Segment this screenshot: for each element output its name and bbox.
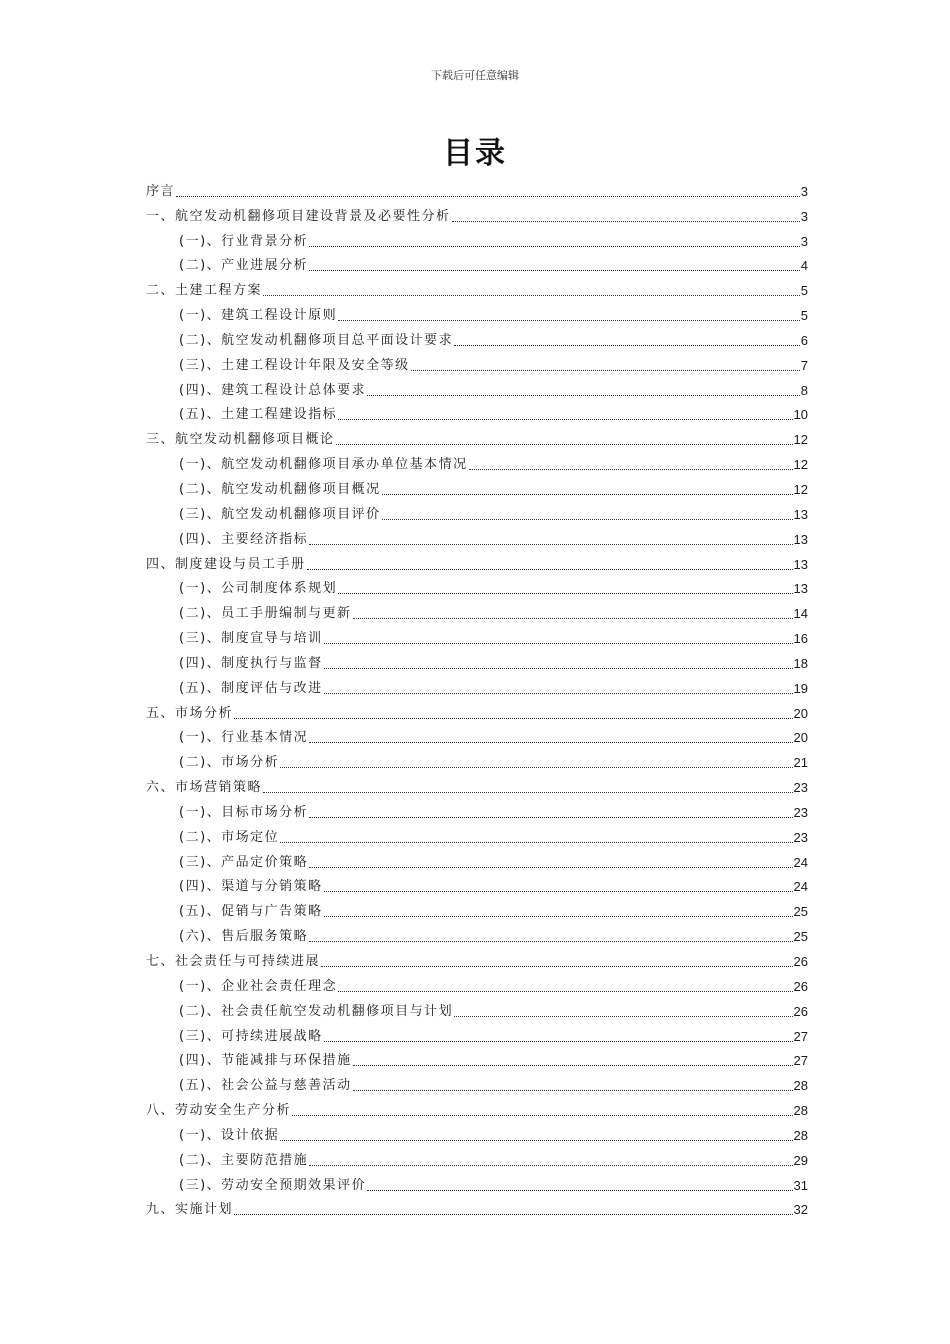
toc-entry-label: 八、劳动安全生产分析 xyxy=(146,1103,292,1119)
toc-entry-label: (一)、目标市场分析 xyxy=(179,804,309,820)
toc-dot-leader xyxy=(309,742,792,743)
toc-entry-page-number: 4 xyxy=(800,258,808,274)
toc-entry-label: (四)、主要经济指标 xyxy=(179,531,309,547)
toc-dot-leader xyxy=(338,419,792,420)
toc-dot-leader xyxy=(382,519,793,520)
toc-entry-page-number: 7 xyxy=(800,357,808,373)
toc-entry[interactable] xyxy=(146,970,808,995)
toc-entry-page-number: 28 xyxy=(793,1103,808,1119)
toc-entry-label: 九、实施计划 xyxy=(146,1202,234,1218)
toc-entry-label: 序言 xyxy=(146,183,176,199)
toc-entry-page-number: 27 xyxy=(793,1053,808,1069)
toc-entry-page-number: 13 xyxy=(793,506,808,522)
toc-dot-leader xyxy=(309,270,800,271)
toc-entry[interactable] xyxy=(146,324,808,349)
toc-entry-label: (三)、土建工程设计年限及安全等级 xyxy=(179,357,410,373)
toc-entry-page-number: 27 xyxy=(793,1028,808,1044)
toc-entry[interactable] xyxy=(146,821,808,846)
toc-dot-leader xyxy=(309,544,792,545)
toc-entry-page-number: 3 xyxy=(800,208,808,224)
toc-entry-label: (一)、行业基本情况 xyxy=(179,730,309,746)
toc-entry[interactable] xyxy=(146,647,808,672)
toc-entry-label: (五)、制度评估与改进 xyxy=(179,680,323,696)
toc-entry[interactable] xyxy=(146,920,808,945)
toc-entry-page-number: 13 xyxy=(793,581,808,597)
toc-entry-page-number: 20 xyxy=(793,705,808,721)
toc-dot-leader xyxy=(292,1115,793,1116)
toc-entry-page-number: 18 xyxy=(793,655,808,671)
toc-entry-label: (三)、航空发动机翻修项目评价 xyxy=(179,506,381,522)
toc-entry-label: (五)、促销与广告策略 xyxy=(179,904,323,920)
toc-entry-page-number: 21 xyxy=(793,755,808,771)
toc-entry[interactable] xyxy=(146,1020,808,1045)
toc-entry-page-number: 28 xyxy=(793,1078,808,1094)
toc-entry-label: (二)、员工手册编制与更新 xyxy=(179,606,352,622)
toc-entry-label: (一)、行业背景分析 xyxy=(179,233,309,249)
toc-dot-leader xyxy=(309,867,792,868)
toc-entry-page-number: 29 xyxy=(793,1152,808,1168)
toc-dot-leader xyxy=(469,469,793,470)
toc-entry-label: 二、土建工程方案 xyxy=(146,283,263,299)
toc-entry-label: (六)、售后服务策略 xyxy=(179,929,309,945)
toc-entry-page-number: 25 xyxy=(793,904,808,920)
toc-dot-leader xyxy=(263,295,800,296)
toc-entry-label: 一、航空发动机翻修项目建设背景及必要性分析 xyxy=(146,208,451,224)
toc-entry-label: (二)、市场分析 xyxy=(179,755,280,771)
toc-entry-label: (四)、渠道与分销策略 xyxy=(179,879,323,895)
toc-entry[interactable] xyxy=(146,622,808,647)
toc-entry-label: (一)、航空发动机翻修项目承办单位基本情况 xyxy=(179,457,468,473)
toc-dot-leader xyxy=(353,1090,793,1091)
toc-entry[interactable] xyxy=(146,225,808,250)
toc-dot-leader xyxy=(411,370,800,371)
toc-entry-page-number: 26 xyxy=(793,1003,808,1019)
toc-entry[interactable] xyxy=(146,796,808,821)
table-of-contents xyxy=(146,175,808,1218)
toc-entry[interactable] xyxy=(146,250,808,275)
toc-entry-page-number: 5 xyxy=(800,308,808,324)
toc-title: 目录 xyxy=(443,136,507,171)
toc-entry-page-number: 3 xyxy=(800,233,808,249)
toc-dot-leader xyxy=(324,693,793,694)
toc-entry-label: (一)、企业社会责任理念 xyxy=(179,978,338,994)
toc-entry[interactable] xyxy=(146,871,808,896)
toc-entry-label: (二)、市场定位 xyxy=(179,829,280,845)
toc-entry-label: 五、市场分析 xyxy=(146,705,234,721)
toc-entry-page-number: 23 xyxy=(793,829,808,845)
toc-entry-label: (二)、航空发动机翻修项目总平面设计要求 xyxy=(179,332,454,348)
toc-entry[interactable] xyxy=(146,895,808,920)
toc-dot-leader xyxy=(338,320,800,321)
toc-dot-leader xyxy=(307,569,793,570)
toc-entry[interactable] xyxy=(146,498,808,523)
toc-dot-leader xyxy=(309,1165,792,1166)
toc-entry-label: (四)、制度执行与监督 xyxy=(179,655,323,671)
toc-dot-leader xyxy=(263,792,793,793)
toc-entry-page-number: 6 xyxy=(800,332,808,348)
toc-dot-leader xyxy=(234,1214,793,1215)
toc-entry-label: (四)、节能减排与环保措施 xyxy=(179,1053,352,1069)
toc-dot-leader xyxy=(321,966,793,967)
toc-entry[interactable] xyxy=(146,573,808,598)
toc-entry-label: (五)、土建工程建设指标 xyxy=(179,407,338,423)
toc-entry[interactable] xyxy=(146,597,808,622)
toc-dot-leader xyxy=(454,1016,792,1017)
toc-entry-page-number: 14 xyxy=(793,606,808,622)
toc-entry-page-number: 13 xyxy=(793,556,808,572)
toc-entry[interactable] xyxy=(146,1144,808,1169)
toc-entry[interactable] xyxy=(146,1094,808,1119)
toc-entry[interactable] xyxy=(146,349,808,374)
toc-entry[interactable] xyxy=(146,523,808,548)
toc-entry-label: (二)、主要防范措施 xyxy=(179,1152,309,1168)
toc-entry[interactable] xyxy=(146,697,808,722)
toc-entry[interactable] xyxy=(146,995,808,1020)
toc-entry-label: 四、制度建设与员工手册 xyxy=(146,556,306,572)
toc-entry-label: (三)、可持续进展战略 xyxy=(179,1028,323,1044)
toc-dot-leader xyxy=(336,444,793,445)
toc-entry-label: (一)、公司制度体系规划 xyxy=(179,581,338,597)
toc-entry-page-number: 19 xyxy=(793,680,808,696)
toc-entry-label: 七、社会责任与可持续进展 xyxy=(146,954,321,969)
toc-entry-label: 六、市场营销策略 xyxy=(146,780,263,796)
toc-entry-page-number: 10 xyxy=(793,407,808,423)
toc-dot-leader xyxy=(324,891,793,892)
toc-dot-leader xyxy=(338,593,792,594)
toc-entry-label: 三、航空发动机翻修项目概论 xyxy=(146,432,335,448)
toc-dot-leader xyxy=(309,817,792,818)
toc-entry[interactable] xyxy=(146,200,808,225)
toc-entry[interactable] xyxy=(146,1169,808,1194)
toc-entry-page-number: 24 xyxy=(793,854,808,870)
toc-entry-page-number: 23 xyxy=(793,804,808,820)
toc-entry-label: (三)、制度宣导与培训 xyxy=(179,631,323,647)
toc-entry[interactable] xyxy=(146,548,808,573)
toc-entry[interactable] xyxy=(146,473,808,498)
header-note: 下载后可任意编辑 xyxy=(431,69,519,82)
toc-entry-label: (一)、设计依据 xyxy=(179,1127,280,1143)
toc-entry[interactable] xyxy=(146,175,808,200)
toc-entry[interactable] xyxy=(146,423,808,448)
toc-entry-page-number: 23 xyxy=(793,780,808,796)
toc-entry[interactable] xyxy=(146,672,808,697)
toc-entry-page-number: 31 xyxy=(793,1177,808,1193)
toc-entry-label: (五)、社会公益与慈善活动 xyxy=(179,1078,352,1094)
toc-entry-page-number: 13 xyxy=(793,531,808,547)
toc-entry[interactable] xyxy=(146,299,808,324)
toc-entry-page-number: 8 xyxy=(800,382,808,398)
toc-entry-page-number: 25 xyxy=(793,929,808,945)
toc-entry-label: (二)、航空发动机翻修项目概况 xyxy=(179,481,381,497)
toc-dot-leader xyxy=(367,1190,792,1191)
toc-entry-page-number: 5 xyxy=(800,283,808,299)
toc-dot-leader xyxy=(176,196,800,197)
toc-entry[interactable] xyxy=(146,274,808,299)
toc-entry[interactable] xyxy=(146,399,808,424)
toc-entry[interactable] xyxy=(146,1119,808,1144)
toc-dot-leader xyxy=(353,618,793,619)
toc-dot-leader xyxy=(280,1140,792,1141)
toc-entry-label: (三)、产品定价策略 xyxy=(179,854,309,870)
toc-entry-page-number: 16 xyxy=(793,631,808,647)
toc-entry-page-number: 26 xyxy=(793,954,808,969)
toc-dot-leader xyxy=(234,718,793,719)
toc-entry-label: (二)、社会责任航空发动机翻修项目与计划 xyxy=(179,1003,454,1019)
toc-entry[interactable] xyxy=(146,945,808,970)
toc-entry-page-number: 32 xyxy=(793,1202,808,1218)
toc-dot-leader xyxy=(324,668,793,669)
toc-entry[interactable] xyxy=(146,1045,808,1070)
toc-dot-leader xyxy=(324,916,793,917)
toc-entry-page-number: 12 xyxy=(793,432,808,448)
toc-entry-page-number: 28 xyxy=(793,1127,808,1143)
toc-dot-leader xyxy=(280,767,792,768)
toc-entry[interactable] xyxy=(146,746,808,771)
toc-entry-page-number: 20 xyxy=(793,730,808,746)
toc-entry-label: (四)、建筑工程设计总体要求 xyxy=(179,382,367,398)
toc-entry[interactable] xyxy=(146,448,808,473)
toc-entry-page-number: 12 xyxy=(793,457,808,473)
toc-entry[interactable] xyxy=(146,1069,808,1094)
toc-entry-page-number: 26 xyxy=(793,978,808,994)
toc-dot-leader xyxy=(280,842,792,843)
toc-dot-leader xyxy=(454,345,800,346)
toc-dot-leader xyxy=(324,643,793,644)
toc-dot-leader xyxy=(367,395,800,396)
toc-dot-leader xyxy=(338,991,792,992)
toc-entry[interactable] xyxy=(146,1194,808,1219)
toc-entry-label: (二)、产业进展分析 xyxy=(179,258,309,274)
toc-entry-label: (一)、建筑工程设计原则 xyxy=(179,308,338,324)
toc-entry-page-number: 24 xyxy=(793,879,808,895)
toc-dot-leader xyxy=(324,1041,793,1042)
toc-dot-leader xyxy=(309,246,800,247)
toc-dot-leader xyxy=(382,494,793,495)
toc-entry[interactable] xyxy=(146,722,808,747)
toc-entry-page-number: 12 xyxy=(793,481,808,497)
toc-entry-label: (三)、劳动安全预期效果评价 xyxy=(179,1177,367,1193)
toc-dot-leader xyxy=(452,221,800,222)
toc-entry[interactable] xyxy=(146,374,808,399)
toc-dot-leader xyxy=(353,1065,793,1066)
toc-entry-page-number: 3 xyxy=(800,183,808,199)
toc-entry[interactable] xyxy=(146,846,808,871)
toc-dot-leader xyxy=(309,941,792,942)
toc-entry[interactable] xyxy=(146,771,808,796)
